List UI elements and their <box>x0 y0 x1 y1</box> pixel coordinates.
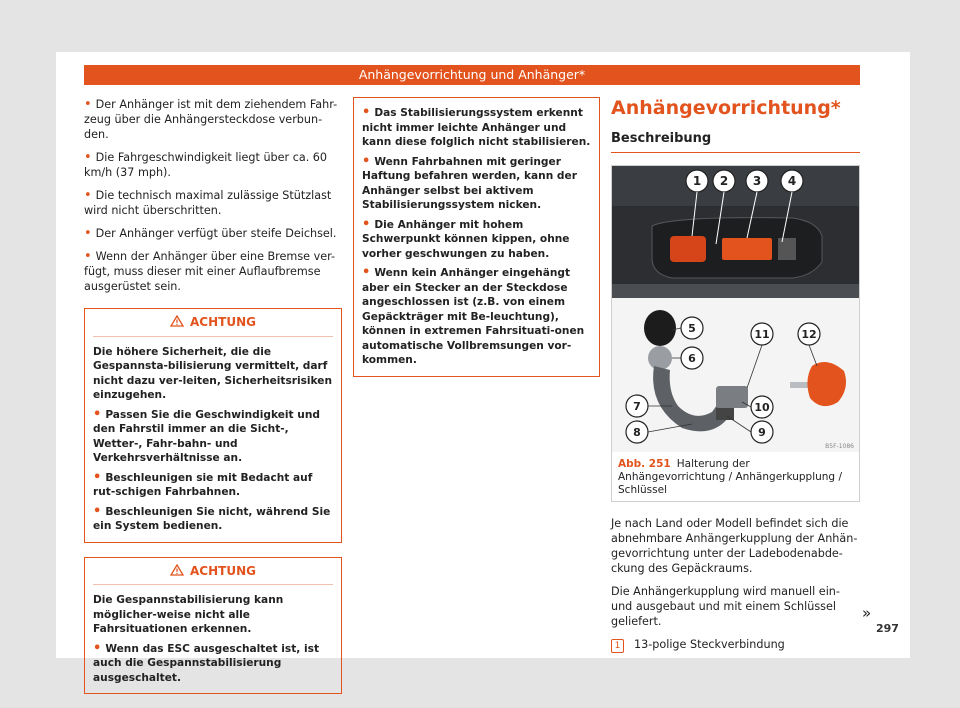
warning-box <box>84 557 342 695</box>
bullet-item: • Die Fahrgeschwindigkeit liegt über ca. 60 km/h (37 mph). <box>84 150 328 179</box>
figure-label: 11 <box>754 328 770 341</box>
warning-triangle-icon <box>170 315 184 327</box>
legend-item: 1 13-polige Steckverbindung <box>611 637 860 653</box>
figure-label: 8 <box>633 426 641 439</box>
bullet-icon: • <box>84 249 92 264</box>
warning-triangle-icon <box>170 564 184 576</box>
bullet-item: • Die technisch maximal zulässige Stützlast wird nicht überschritten. <box>84 188 332 217</box>
bullet-icon: • <box>362 153 371 169</box>
warning-item: • Wenn Fahrbahnen mit geringer Haftung befahren werden, kann der Anhänger selbst bei aktivem Stabilisierungssystem nicken. <box>362 153 577 211</box>
figure-label: 3 <box>752 174 762 188</box>
warning-item: • Beschleunigen Sie nicht, während Sie ein System bedienen. <box>93 503 331 532</box>
figure-number: Abb. 251 <box>618 458 671 470</box>
bullet-icon: • <box>93 640 102 656</box>
bullet-icon: • <box>93 503 102 519</box>
section-title: Anhängevorrichtung* <box>611 97 841 119</box>
figure-label: 12 <box>801 328 817 341</box>
figure-caption: Abb. 251 Halterung der Anhängevorrichtung / Anhängerkupplung / Schlüssel <box>618 458 842 496</box>
figure-code: B5F-1086 <box>825 443 854 450</box>
figure-label: 7 <box>633 400 641 413</box>
bullet-icon: • <box>84 188 92 203</box>
bullet-icon: • <box>93 469 102 485</box>
warning-item: • Die Anhänger mit hohem Schwerpunkt können kippen, ohne vorher geschwungen zu haben. <box>362 216 570 260</box>
figure-label: 2 <box>719 174 729 188</box>
warning-item: • Das Stabilisierungssystem erkennt nicht immer leichte Anhänger und kann diese folglich nicht stabilisieren. <box>362 105 591 148</box>
bullet-icon: • <box>362 105 371 120</box>
bullet-icon: • <box>362 265 371 280</box>
figure-label: 1 <box>692 174 702 188</box>
warning-title: ACHTUNG <box>93 315 333 337</box>
bullet-icon: • <box>84 150 92 165</box>
figure-illustration <box>612 166 859 452</box>
warning-intro: Die höhere Sicherheit, die die Gespannsta-bilisierung vermittelt, darf nicht dazu ver-leiten, Sicherheitsrisiken einzugehen. <box>93 345 333 401</box>
bullet-item: • Wenn der Anhänger über eine Bremse ver-fügt, muss dieser mit einer Auflaufbremse ausgerüstet sein. <box>84 249 336 293</box>
column-middle <box>353 97 600 377</box>
column-left <box>84 97 342 694</box>
figure-label: 9 <box>758 426 766 439</box>
bullet-item: • Der Anhänger verfügt über steife Deichsel. <box>84 226 337 241</box>
page-number: 297 <box>876 622 899 635</box>
warning-item: • Passen Sie die Geschwindigkeit und den Fahrstil immer an die Sicht-, Wetter-, Fahr-bahn- und Verkehrsverhältnisse an. <box>93 406 320 464</box>
bullet-icon: • <box>93 406 102 422</box>
warning-item: • Wenn kein Anhänger eingehängt aber ein Stecker an der Steckdose angeschlossen ist (z.B. von einem Gepäckträger mit Be-leuchtung), können in extremen Fahrsituati-onen automatische Vollbremsungen vor-kommen. <box>362 265 585 366</box>
bullet-item: • Der Anhänger ist mit dem ziehendem Fahr-zeug über die Anhängersteckdose verbun-den. <box>84 97 338 141</box>
continue-marker: » <box>862 604 872 622</box>
figure-label: 5 <box>688 322 696 335</box>
figure-label: 6 <box>688 352 696 365</box>
figure-label: 10 <box>754 401 770 414</box>
body-paragraph: Je nach Land oder Modell befindet sich die abnehmbare Anhängerkupplung der Anhän-gevorrichtung unter der Ladebodenabde-ckung des Gepäckraums. <box>611 517 858 575</box>
bullet-icon: • <box>362 216 371 232</box>
warning-continuation-box <box>353 97 600 377</box>
warning-intro: Die Gespannstabilisierung kann möglicher-weise nicht alle Fahrsituationen erkennen. <box>93 594 284 635</box>
warning-item: • Wenn das ESC ausgeschaltet ist, ist auch die Gespannstabilisierung ausgeschaltet. <box>93 640 320 684</box>
legend-number: 1 <box>611 639 624 653</box>
column-right <box>611 97 860 661</box>
warning-item: • Beschleunigen sie mit Bedacht auf rut-schigen Fahrbahnen. <box>93 469 313 498</box>
body-paragraph: Die Anhängerkupplung wird manuell ein- und ausgebaut und mit einem Schlüssel geliefert. <box>611 585 840 628</box>
chapter-header: Anhängevorrichtung und Anhänger* <box>84 65 860 85</box>
figure <box>611 165 860 502</box>
subsection-title: Beschreibung <box>611 131 860 153</box>
figure-label: 4 <box>787 174 797 188</box>
warning-box <box>84 308 342 543</box>
warning-title: ACHTUNG <box>93 564 333 586</box>
bullet-icon: • <box>84 97 92 112</box>
bullet-icon: • <box>84 226 92 241</box>
